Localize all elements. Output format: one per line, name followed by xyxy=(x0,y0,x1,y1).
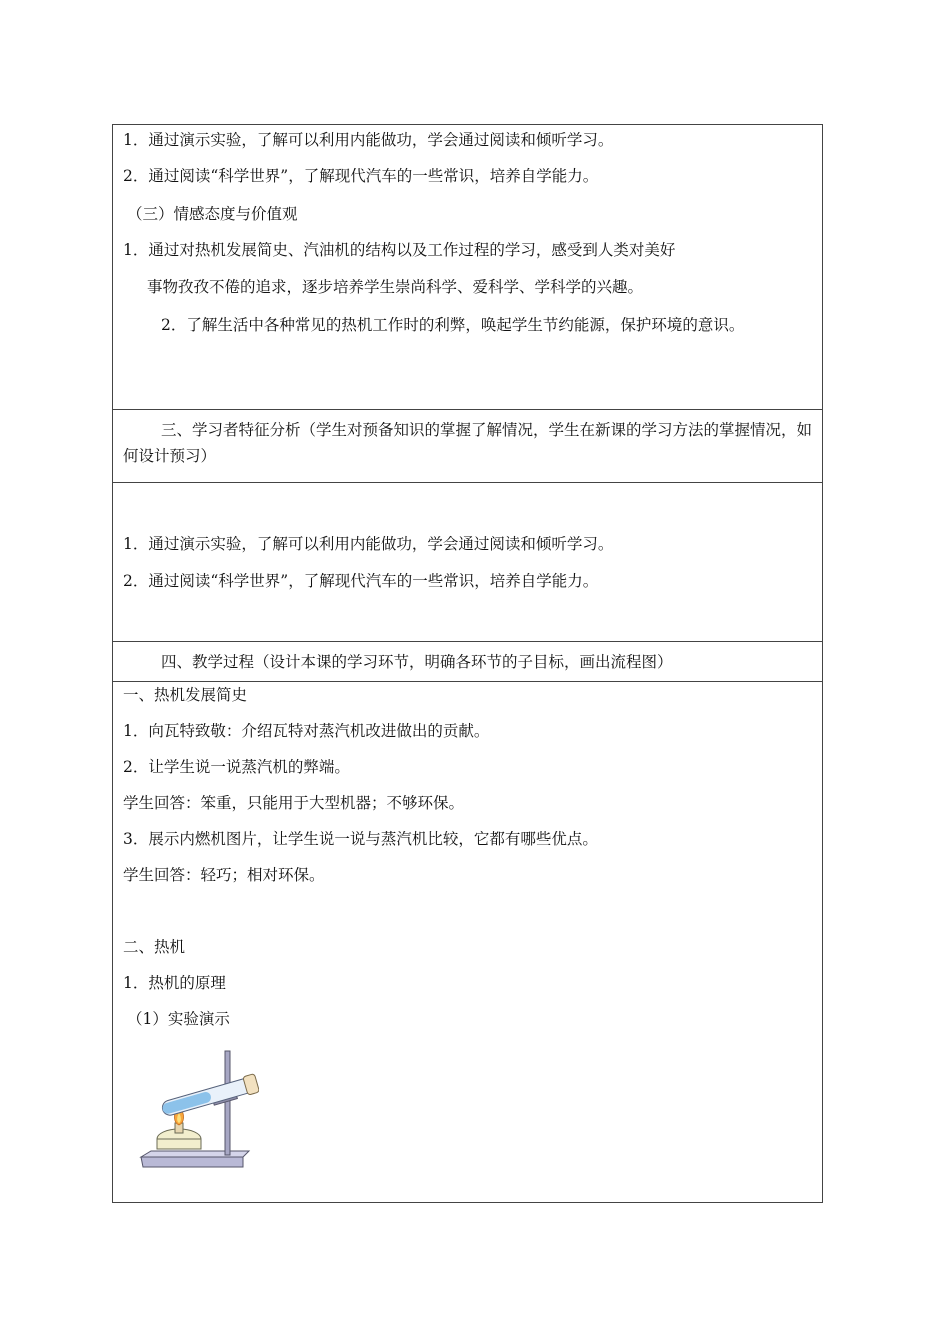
objective-line: 1．通过演示实验，了解可以利用内能做功，学会通过阅读和倾听学习。 xyxy=(123,131,614,149)
process-line: 1．热机的原理 xyxy=(123,974,226,992)
subsection-heading: （三）情感态度与价值观 xyxy=(127,205,298,223)
analysis-line: 2．通过阅读“科学世界”，了解现代汽车的一些常识，培养自学能力。 xyxy=(123,572,599,590)
objective-line: 2．通过阅读“科学世界”，了解现代汽车的一些常识，培养自学能力。 xyxy=(123,167,599,185)
section-heading: 四、教学过程（设计本课的学习环节，明确各环节的子目标，画出流程图） xyxy=(161,653,673,671)
objective-line: 2．了解生活中各种常见的热机工作时的利弊，唤起学生节约能源，保护环境的意识。 xyxy=(161,316,745,334)
objective-line: 1．通过对热机发展简史、汽油机的结构以及工作过程的学习，感受到人类对美好 xyxy=(123,241,676,259)
process-heading: 一、热机发展简史 xyxy=(123,686,248,704)
objectives-cell xyxy=(113,125,822,410)
process-line: 1．向瓦特致敬：介绍瓦特对蒸汽机改进做出的贡献。 xyxy=(123,722,490,740)
teaching-process-heading-cell xyxy=(113,642,822,682)
process-line: 学生回答：笨重，只能用于大型机器；不够环保。 xyxy=(123,794,465,812)
lesson-plan-table xyxy=(112,124,823,1203)
section-heading: 三、学习者特征分析（学生对预备知识的掌握了解情况，学生在新课的学习方法的掌握情况，如何设计预习） xyxy=(123,421,813,465)
learner-analysis-cell xyxy=(113,483,822,642)
process-line: 学生回答：轻巧；相对环保。 xyxy=(123,866,325,884)
test-tube-experiment-illustration xyxy=(139,1047,259,1177)
learner-analysis-heading-cell xyxy=(113,410,822,483)
analysis-line: 1．通过演示实验，了解可以利用内能做功，学会通过阅读和倾听学习。 xyxy=(123,535,614,553)
process-line: （1）实验演示 xyxy=(127,1010,230,1028)
process-line: 2．让学生说一说蒸汽机的弊端。 xyxy=(123,758,350,776)
teaching-process-cell xyxy=(113,682,822,1202)
process-line: 3．展示内燃机图片，让学生说一说与蒸汽机比较，它都有哪些优点。 xyxy=(123,830,598,848)
process-heading: 二、热机 xyxy=(123,938,186,956)
objective-line: 事物孜孜不倦的追求，逐步培养学生崇尚科学、爱科学、学科学的兴趣。 xyxy=(147,278,644,296)
